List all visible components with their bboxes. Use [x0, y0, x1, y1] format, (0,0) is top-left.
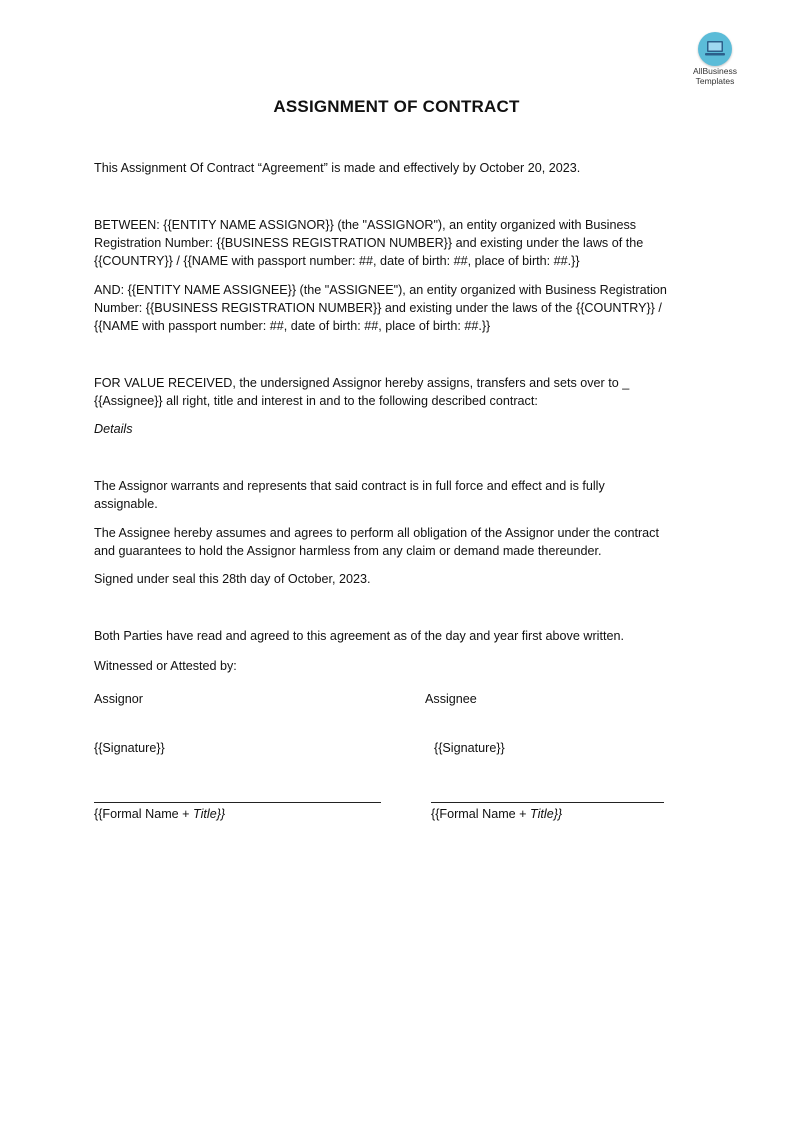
- for-value-line: FOR VALUE RECEIVED, the undersigned Assignor hereby assigns, transfers and sets over to _: [94, 376, 630, 390]
- logo: [686, 32, 744, 86]
- for-value-line: {{Assignee}} all right, title and interest in and to the following described contract:: [94, 394, 538, 408]
- logo-text-line1: AllBusiness: [693, 66, 737, 76]
- assignor-formal-name-text: {{Formal Name +: [94, 807, 194, 821]
- assignee-formal-name-text: {{Formal Name +: [431, 807, 531, 821]
- assignee-formal-name: [431, 805, 562, 823]
- assignor-title-text: Title}}: [193, 807, 226, 821]
- details-text: Details: [94, 422, 133, 436]
- assumes-line: The Assignee hereby assumes and agrees to perform all obligation of the Assignor under the contract: [94, 526, 659, 540]
- between-line: Registration Number: {{BUSINESS REGISTRATION NUMBER}} and existing under the laws of the: [94, 236, 644, 250]
- both-parties-paragraph: Both Parties have read and agreed to this agreement as of the day and year first above written.: [94, 629, 624, 643]
- between-paragraph: [94, 216, 704, 270]
- laptop-icon: [704, 39, 726, 59]
- between-line: BETWEEN: {{ENTITY NAME ASSIGNOR}} (the "ASSIGNOR"), an entity organized with Business: [94, 218, 637, 232]
- for-value-paragraph: [94, 374, 704, 410]
- and-paragraph: [94, 281, 704, 335]
- assignee-signature-line: [431, 802, 664, 803]
- assumes-paragraph: [94, 524, 704, 560]
- and-line: Number: {{BUSINESS REGISTRATION NUMBER}} and existing under the laws of the {{COUNTRY}} /: [94, 301, 662, 315]
- witnessed-label: Witnessed or Attested by:: [94, 659, 237, 673]
- between-line: {{COUNTRY}} / {{NAME with passport number: ##, date of birth: ##, place of birth: ##.}}: [94, 254, 580, 268]
- logo-badge: [698, 32, 732, 66]
- assignee-label: Assignee: [425, 692, 477, 706]
- assignee-signature-placeholder: {{Signature}}: [434, 741, 505, 755]
- signed-paragraph: Signed under seal this 28th day of October, 2023.: [94, 572, 371, 586]
- assignee-title-text: Title}}: [530, 807, 563, 821]
- and-line: {{NAME with passport number: ##, date of birth: ##, place of birth: ##.}}: [94, 319, 491, 333]
- warrants-paragraph: [94, 477, 704, 513]
- intro-paragraph: This Assignment Of Contract “Agreement” is made and effectively by October 20, 2023.: [94, 161, 581, 175]
- warrants-line: The Assignor warrants and represents that said contract is in full force and effect and is fully: [94, 479, 605, 493]
- assignor-signature-line: [94, 802, 381, 803]
- assignor-formal-name: [94, 805, 225, 823]
- assignor-signature-placeholder: {{Signature}}: [94, 741, 165, 755]
- assumes-line: and guarantees to hold the Assignor harmless from any claim or demand made thereunder.: [94, 544, 602, 558]
- warrants-line: assignable.: [94, 497, 158, 511]
- document-title: ASSIGNMENT OF CONTRACT: [273, 97, 520, 116]
- logo-text-line2: Templates: [695, 76, 735, 86]
- assignor-label: Assignor: [94, 692, 143, 706]
- and-line: AND: {{ENTITY NAME ASSIGNEE}} (the "ASSIGNEE"), an entity organized with Business Registration: [94, 283, 667, 297]
